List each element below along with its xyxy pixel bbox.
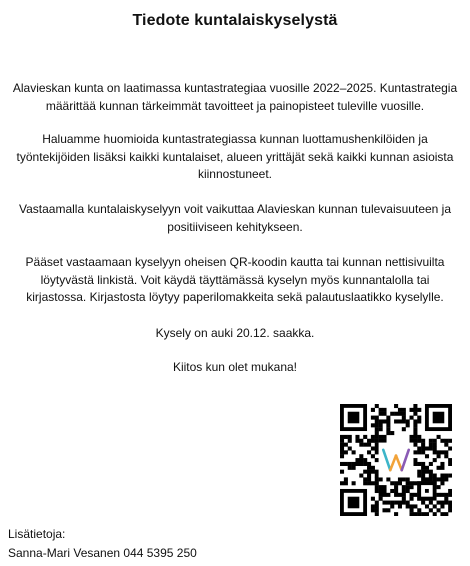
qr-module bbox=[375, 474, 379, 478]
qr-module bbox=[440, 512, 444, 516]
qr-module bbox=[382, 493, 386, 497]
qr-module bbox=[382, 435, 386, 439]
qr-module bbox=[390, 504, 394, 508]
qr-module bbox=[379, 419, 383, 423]
qr-code-graphic bbox=[340, 404, 452, 516]
qr-module bbox=[402, 427, 406, 431]
qr-module bbox=[410, 481, 414, 485]
qr-module bbox=[375, 501, 379, 505]
qr-module bbox=[382, 419, 386, 423]
qr-module bbox=[371, 416, 375, 420]
qr-module bbox=[398, 419, 402, 423]
qr-module bbox=[413, 450, 417, 454]
qr-module bbox=[406, 501, 410, 505]
qr-module bbox=[437, 466, 441, 470]
qr-module bbox=[433, 458, 437, 462]
qr-module bbox=[355, 439, 359, 443]
qr-module bbox=[421, 470, 425, 474]
qr-module bbox=[379, 485, 383, 489]
qr-module bbox=[375, 446, 379, 450]
qr-module bbox=[406, 504, 410, 508]
qr-module bbox=[394, 412, 398, 416]
qr-module bbox=[421, 512, 425, 516]
qr-module bbox=[371, 508, 375, 512]
participants-paragraph: Haluamme huomioida kuntastrategiassa kunnan luottamushenkilöiden ja työntekijöiden lisäksi kaikki kuntalaiset, alueen yrittäjät sekä kaikki kunnan asioista kiinnostuneet. bbox=[16, 132, 454, 181]
qr-module bbox=[429, 508, 433, 512]
qr-module bbox=[433, 446, 437, 450]
qr-module bbox=[425, 466, 429, 470]
qr-module bbox=[348, 435, 352, 439]
qr-module bbox=[382, 439, 386, 443]
qr-module bbox=[417, 419, 421, 423]
qr-module bbox=[413, 431, 417, 435]
qr-module bbox=[375, 439, 379, 443]
qr-module bbox=[375, 416, 379, 420]
qr-module bbox=[417, 470, 421, 474]
qr-module bbox=[379, 412, 383, 416]
qr-module bbox=[371, 466, 375, 470]
qr-module bbox=[379, 489, 383, 493]
qr-module bbox=[417, 450, 421, 454]
qr-module bbox=[425, 504, 429, 508]
qr-module bbox=[417, 446, 421, 450]
deadline-paragraph: Kysely on auki 20.12. saakka. bbox=[155, 326, 315, 340]
qr-module bbox=[437, 477, 441, 481]
qr-module bbox=[375, 423, 379, 427]
qr-module bbox=[375, 477, 379, 481]
qr-module bbox=[367, 443, 371, 447]
qr-module bbox=[375, 485, 379, 489]
qr-module bbox=[367, 450, 371, 454]
qr-module bbox=[355, 458, 359, 462]
qr-module bbox=[433, 504, 437, 508]
qr-module bbox=[371, 470, 375, 474]
qr-module bbox=[448, 504, 452, 508]
qr-module bbox=[437, 454, 441, 458]
qr-module bbox=[444, 497, 448, 501]
qr-module bbox=[402, 408, 406, 412]
qr-module bbox=[417, 512, 421, 516]
qr-module bbox=[355, 435, 359, 439]
qr-module bbox=[448, 446, 452, 450]
qr-logo-background bbox=[379, 443, 414, 478]
qr-module bbox=[429, 501, 433, 505]
qr-module bbox=[433, 474, 437, 478]
qr-module bbox=[363, 477, 367, 481]
qr-module bbox=[402, 416, 406, 420]
qr-module bbox=[371, 439, 375, 443]
qr-module bbox=[359, 439, 363, 443]
qr-module bbox=[413, 493, 417, 497]
qr-module bbox=[386, 423, 390, 427]
qr-module bbox=[390, 489, 394, 493]
qr-module bbox=[352, 450, 356, 454]
qr-module bbox=[421, 443, 425, 447]
qr-module bbox=[406, 477, 410, 481]
qr-module bbox=[421, 450, 425, 454]
qr-module bbox=[379, 477, 383, 481]
how-to-answer-paragraph: Pääset vastaamaan kyselyyn oheisen QR-koodin kautta tai kunnan nettisivuilta löytyvästä linkistä. Voit käydä täyttämässä kyselyn myös kunnantalolla tai kirjastossa. Kirjastosta löytyy paperilomakkeita sekä palautuslaatikko kyselylle. bbox=[25, 255, 445, 304]
qr-module bbox=[425, 512, 429, 516]
qr-module bbox=[425, 470, 429, 474]
qr-finder-inner bbox=[348, 497, 360, 509]
qr-module bbox=[371, 408, 375, 412]
qr-module bbox=[413, 458, 417, 462]
qr-module bbox=[429, 462, 433, 466]
qr-module bbox=[448, 439, 452, 443]
qr-code-icon[interactable] bbox=[340, 404, 452, 516]
qr-module bbox=[398, 477, 402, 481]
qr-module bbox=[375, 419, 379, 423]
qr-module bbox=[413, 404, 417, 408]
qr-module bbox=[444, 501, 448, 505]
qr-module bbox=[394, 419, 398, 423]
qr-module bbox=[444, 477, 448, 481]
qr-module bbox=[410, 416, 414, 420]
thanks-paragraph: Kiitos kun olet mukana! bbox=[172, 360, 298, 374]
qr-module bbox=[394, 404, 398, 408]
qr-module bbox=[398, 493, 402, 497]
qr-module bbox=[398, 481, 402, 485]
qr-module bbox=[379, 423, 383, 427]
qr-module bbox=[390, 431, 394, 435]
qr-module bbox=[398, 501, 402, 505]
qr-module bbox=[413, 512, 417, 516]
qr-module bbox=[340, 450, 344, 454]
qr-module bbox=[429, 446, 433, 450]
qr-module bbox=[429, 443, 433, 447]
qr-module bbox=[348, 462, 352, 466]
qr-module bbox=[375, 450, 379, 454]
qr-module bbox=[417, 435, 421, 439]
qr-module bbox=[433, 450, 437, 454]
qr-module bbox=[367, 470, 371, 474]
qr-module bbox=[359, 454, 363, 458]
qr-module bbox=[413, 412, 417, 416]
qr-module bbox=[413, 443, 417, 447]
qr-module bbox=[406, 489, 410, 493]
qr-module bbox=[421, 466, 425, 470]
qr-module bbox=[402, 489, 406, 493]
qr-module bbox=[440, 466, 444, 470]
qr-module bbox=[413, 462, 417, 466]
qr-module bbox=[417, 416, 421, 420]
qr-module bbox=[340, 454, 344, 458]
qr-module bbox=[371, 504, 375, 508]
qr-module bbox=[367, 474, 371, 478]
qr-module bbox=[375, 404, 379, 408]
qr-module bbox=[348, 466, 352, 470]
qr-module bbox=[340, 446, 344, 450]
qr-module bbox=[379, 408, 383, 412]
qr-module bbox=[375, 458, 379, 462]
qr-module bbox=[402, 485, 406, 489]
qr-module bbox=[390, 501, 394, 505]
qr-module bbox=[371, 481, 375, 485]
qr-module bbox=[440, 462, 444, 466]
qr-module bbox=[417, 474, 421, 478]
qr-module bbox=[340, 443, 344, 447]
qr-module bbox=[363, 462, 367, 466]
qr-module bbox=[375, 427, 379, 431]
qr-module bbox=[421, 462, 425, 466]
qr-module bbox=[375, 435, 379, 439]
qr-module bbox=[379, 435, 383, 439]
qr-finder-inner bbox=[348, 412, 360, 424]
qr-module bbox=[371, 454, 375, 458]
qr-module bbox=[417, 462, 421, 466]
qr-module bbox=[371, 446, 375, 450]
qr-module bbox=[367, 439, 371, 443]
qr-module bbox=[448, 458, 452, 462]
qr-module bbox=[340, 481, 344, 485]
qr-module bbox=[413, 435, 417, 439]
qr-module bbox=[444, 450, 448, 454]
qr-module bbox=[433, 512, 437, 516]
qr-module bbox=[340, 439, 344, 443]
qr-module bbox=[359, 474, 363, 478]
qr-module bbox=[394, 501, 398, 505]
qr-module bbox=[359, 458, 363, 462]
qr-module bbox=[340, 435, 344, 439]
qr-module bbox=[394, 485, 398, 489]
qr-module bbox=[375, 512, 379, 516]
qr-module bbox=[437, 485, 441, 489]
qr-module bbox=[425, 477, 429, 481]
qr-module bbox=[379, 493, 383, 497]
qr-module bbox=[375, 481, 379, 485]
qr-module bbox=[386, 501, 390, 505]
qr-module bbox=[386, 427, 390, 431]
qr-module bbox=[448, 474, 452, 478]
qr-module bbox=[444, 454, 448, 458]
qr-module bbox=[402, 493, 406, 497]
qr-module bbox=[444, 474, 448, 478]
qr-module bbox=[398, 504, 402, 508]
qr-module bbox=[375, 431, 379, 435]
qr-module bbox=[417, 408, 421, 412]
qr-module bbox=[386, 493, 390, 497]
qr-module bbox=[359, 462, 363, 466]
qr-module bbox=[433, 477, 437, 481]
qr-module bbox=[375, 443, 379, 447]
qr-module bbox=[352, 481, 356, 485]
qr-module bbox=[410, 485, 414, 489]
qr-module bbox=[371, 435, 375, 439]
qr-module bbox=[410, 508, 414, 512]
qr-module bbox=[413, 423, 417, 427]
qr-module bbox=[344, 435, 348, 439]
qr-module bbox=[363, 435, 367, 439]
qr-module bbox=[437, 501, 441, 505]
qr-module bbox=[348, 439, 352, 443]
qr-module bbox=[375, 504, 379, 508]
page-title: Tiedote kuntalaiskyselystä bbox=[132, 12, 338, 29]
qr-module bbox=[371, 423, 375, 427]
qr-module bbox=[367, 462, 371, 466]
intro-paragraph: Alavieskan kunta on laatimassa kuntastrategiaa vuosille 2022–2025. Kuntastrategia määrittää kunnan tärkeimmät tavoitteet ja painopisteet tuleville vuosille. bbox=[12, 81, 458, 113]
qr-module bbox=[410, 408, 414, 412]
qr-module bbox=[402, 477, 406, 481]
qr-module bbox=[410, 497, 414, 501]
qr-module bbox=[382, 408, 386, 412]
qr-module bbox=[413, 419, 417, 423]
influence-paragraph: Vastaamalla kuntalaiskyselyyn voit vaikuttaa Alavieskan kunnan tulevaisuuteen ja positiiviseen kehitykseen. bbox=[18, 202, 452, 234]
qr-module bbox=[425, 454, 429, 458]
qr-module bbox=[410, 512, 414, 516]
qr-module bbox=[413, 481, 417, 485]
contact-person: Sanna-Mari Vesanen 044 5395 250 bbox=[8, 546, 197, 560]
qr-module bbox=[448, 508, 452, 512]
qr-module bbox=[398, 408, 402, 412]
qr-module bbox=[348, 446, 352, 450]
qr-module bbox=[421, 501, 425, 505]
qr-module bbox=[433, 439, 437, 443]
qr-module bbox=[429, 470, 433, 474]
qr-module bbox=[371, 497, 375, 501]
qr-module bbox=[437, 493, 441, 497]
qr-module bbox=[363, 470, 367, 474]
qr-finder-inner bbox=[433, 412, 445, 424]
qr-module bbox=[421, 474, 425, 478]
qr-module bbox=[437, 450, 441, 454]
qr-module bbox=[448, 493, 452, 497]
qr-module bbox=[386, 431, 390, 435]
qr-module bbox=[379, 427, 383, 431]
qr-module bbox=[448, 462, 452, 466]
qr-module bbox=[410, 435, 414, 439]
qr-align-inner bbox=[425, 489, 429, 493]
qr-module bbox=[440, 474, 444, 478]
qr-module bbox=[410, 493, 414, 497]
qr-module bbox=[429, 439, 433, 443]
qr-module bbox=[344, 443, 348, 447]
qr-module bbox=[444, 439, 448, 443]
qr-module bbox=[413, 504, 417, 508]
qr-module bbox=[344, 477, 348, 481]
qr-module bbox=[352, 462, 356, 466]
qr-module bbox=[367, 477, 371, 481]
qr-module bbox=[394, 512, 398, 516]
qr-module bbox=[390, 412, 394, 416]
qr-module bbox=[417, 508, 421, 512]
contact-label: Lisätietoja: bbox=[8, 527, 66, 541]
qr-module bbox=[402, 412, 406, 416]
qr-module bbox=[444, 512, 448, 516]
qr-module bbox=[352, 466, 356, 470]
qr-module bbox=[382, 489, 386, 493]
qr-module bbox=[390, 481, 394, 485]
qr-module bbox=[359, 443, 363, 447]
qr-module bbox=[379, 439, 383, 443]
qr-module bbox=[386, 416, 390, 420]
qr-module bbox=[440, 501, 444, 505]
qr-module bbox=[440, 450, 444, 454]
qr-module bbox=[413, 439, 417, 443]
qr-module bbox=[382, 485, 386, 489]
qr-module bbox=[433, 443, 437, 447]
qr-module bbox=[367, 466, 371, 470]
qr-module bbox=[386, 419, 390, 423]
qr-module bbox=[379, 497, 383, 501]
qr-module bbox=[413, 408, 417, 412]
qr-module bbox=[425, 446, 429, 450]
qr-module bbox=[363, 481, 367, 485]
qr-module bbox=[406, 485, 410, 489]
qr-module bbox=[402, 497, 406, 501]
qr-module bbox=[429, 474, 433, 478]
qr-module bbox=[410, 439, 414, 443]
qr-module bbox=[375, 508, 379, 512]
qr-module bbox=[394, 481, 398, 485]
qr-module bbox=[448, 489, 452, 493]
qr-module bbox=[444, 493, 448, 497]
qr-module bbox=[386, 508, 390, 512]
qr-module bbox=[398, 412, 402, 416]
qr-module bbox=[367, 481, 371, 485]
qr-module bbox=[375, 489, 379, 493]
qr-module bbox=[402, 419, 406, 423]
qr-module bbox=[448, 501, 452, 505]
qr-module bbox=[410, 504, 414, 508]
qr-module bbox=[340, 470, 344, 474]
qr-module bbox=[344, 450, 348, 454]
qr-module bbox=[363, 443, 367, 447]
qr-module bbox=[440, 439, 444, 443]
qr-module bbox=[375, 470, 379, 474]
qr-module bbox=[406, 481, 410, 485]
qr-module bbox=[440, 477, 444, 481]
qr-module bbox=[394, 493, 398, 497]
qr-module bbox=[386, 477, 390, 481]
qr-module bbox=[440, 504, 444, 508]
qr-module bbox=[402, 501, 406, 505]
qr-module bbox=[440, 481, 444, 485]
qr-module bbox=[429, 477, 433, 481]
qr-module bbox=[421, 439, 425, 443]
qr-module bbox=[382, 508, 386, 512]
qr-module bbox=[413, 427, 417, 431]
qr-module bbox=[437, 508, 441, 512]
qr-module bbox=[421, 477, 425, 481]
qr-module bbox=[406, 419, 410, 423]
qr-module bbox=[340, 462, 344, 466]
qr-module bbox=[382, 501, 386, 505]
qr-module bbox=[406, 423, 410, 427]
qr-module bbox=[421, 446, 425, 450]
qr-module bbox=[440, 493, 444, 497]
qr-module bbox=[437, 435, 441, 439]
qr-module bbox=[417, 439, 421, 443]
qr-module bbox=[382, 412, 386, 416]
qr-module bbox=[444, 443, 448, 447]
w-logo-icon bbox=[379, 443, 414, 478]
qr-module bbox=[355, 462, 359, 466]
qr-module bbox=[344, 481, 348, 485]
qr-module bbox=[394, 489, 398, 493]
qr-module bbox=[363, 458, 367, 462]
qr-module bbox=[344, 462, 348, 466]
